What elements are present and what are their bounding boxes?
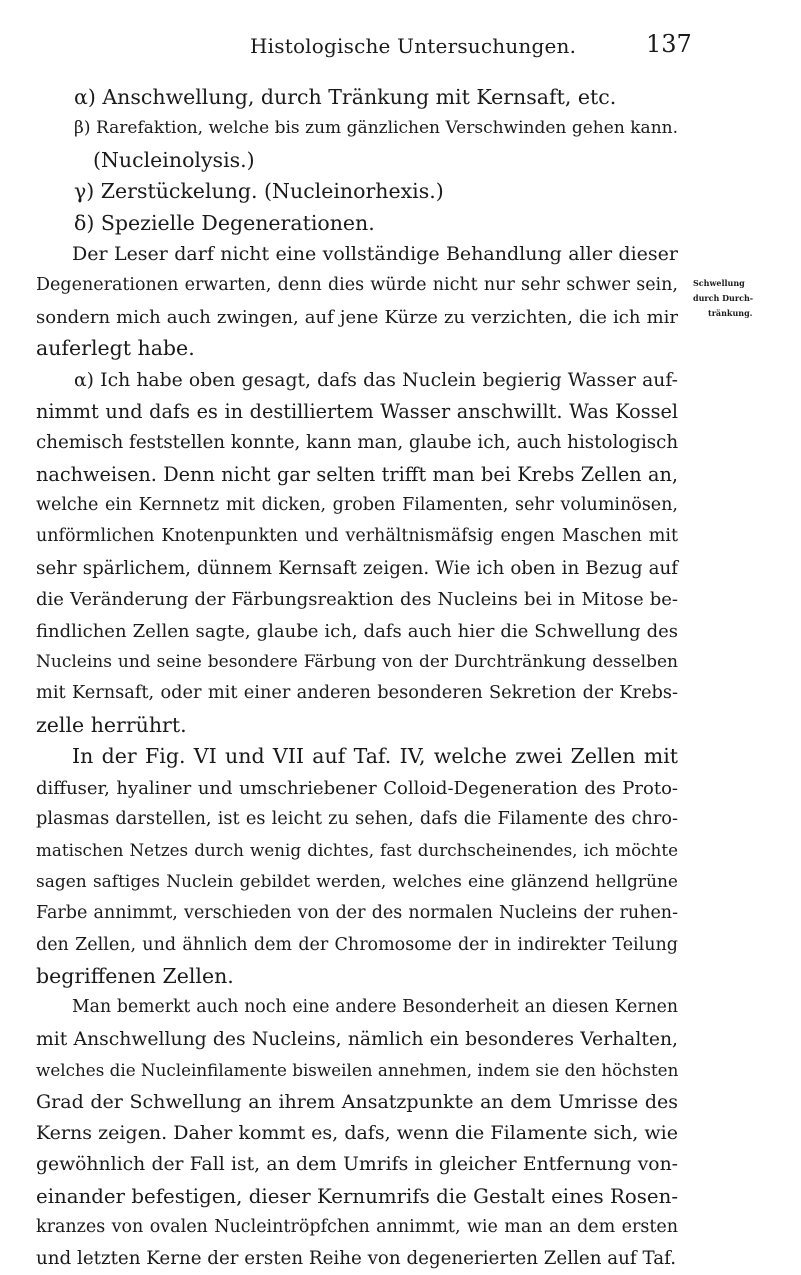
text-line: diffuser, hyaliner und umschriebener Colloid-Degeneration des Proto- (36, 777, 678, 799)
text-line: (Nucleinolysis.) (93, 147, 255, 172)
text-line: δ) Spezielle Degenerationen. (74, 210, 375, 235)
text-line: Man bemerkt auch noch eine andere Besonderheit an diesen Kernen (72, 997, 678, 1018)
text-line: welches die Nucleinfilamente bisweilen annehmen, indem sie den höchsten (36, 1060, 679, 1081)
text-line: matischen Netzes durch wenig dichtes, fast durchscheinendes, ich möchte (36, 840, 678, 861)
text-line: begriffenen Zellen. (36, 963, 234, 988)
text-line: plasmas darstellen, ist es leicht zu sehen, dafs die Filamente des chro- (36, 808, 678, 829)
text-line: mit Anschwellung des Nucleins, nämlich ein besonderes Verhalten, (36, 1028, 678, 1050)
text-line: unförmlichen Knotenpunkten und verhältnismäfsig engen Maschen mit (36, 526, 678, 547)
text-line: chemisch feststellen konnte, kann man, glaube ich, auch histologisch (36, 432, 679, 454)
text-line: welche ein Kernnetz mit dicken, groben Filamenten, sehr voluminösen, (36, 495, 678, 516)
text-line: Kerns zeigen. Daher kommt es, dafs, wenn die Filamente sich, wie (36, 1121, 678, 1144)
text-line: findlichen Zellen sagte, glaube ich, dafs auch hier die Schwellung des (36, 620, 678, 642)
text-line: Grad der Schwellung an ihrem Ansatzpunkte an dem Umrisse des (36, 1090, 678, 1113)
text-line: α) Anschwellung, durch Tränkung mit Kernsaft, etc. (74, 85, 617, 109)
text-line: einander befestigen, dieser Kernumrifs die Gestalt eines Rosen- (36, 1184, 678, 1208)
text-line: sehr spärlichem, dünnem Kernsaft zeigen. Wie ich oben in Bezug auf (36, 557, 678, 579)
text-line: mit Kernsaft, oder mit einer anderen besonderen Sekretion der Krebs- (36, 683, 678, 704)
margin-note-line: Schwellung (693, 278, 745, 288)
running-head: Histologische Untersuchungen. (250, 34, 577, 58)
text-line: sagen saftiges Nuclein gebildet werden, welches eine glänzend hellgrüne (36, 871, 678, 892)
margin-note-line: durch Durch- (693, 293, 754, 303)
margin-note (693, 276, 801, 321)
text-line: γ) Zerstückelung. (Nucleinorhexis.) (74, 179, 444, 204)
text-line: sondern mich auch zwingen, auf jene Kürze zu verzichten, die ich mir (36, 306, 678, 328)
text-line: Farbe annimmt, verschieden von der des normalen Nucleins der ruhen- (36, 903, 678, 924)
page-number: 137 (646, 30, 692, 58)
margin-note-line: tränkung. (708, 308, 753, 318)
text-line: Degenerationen erwarten, denn dies würde nicht nur sehr schwer sein, (36, 275, 678, 296)
text-line: α) Ich habe oben gesagt, dafs das Nuclein begierig Wasser auf- (74, 369, 678, 391)
text-line: den Zellen, und ähnlich dem der Chromosome der in indirekter Teilung (36, 934, 678, 955)
text-line: die Veränderung der Färbungsreaktion des Nucleins bei in Mitose be- (36, 589, 678, 611)
text-line: auferlegt habe. (36, 336, 195, 361)
body-text (36, 82, 678, 1275)
text-line: kranzes von ovalen Nucleintröpfchen annimmt, wie man an dem ersten (36, 1217, 678, 1238)
text-line: Nucleins und seine besondere Färbung von der Durchtränkung desselben (36, 652, 678, 673)
text-line: In der Fig. VI und VII auf Taf. IV, welche zwei Zellen mit (72, 744, 678, 769)
text-line: und letzten Kerne der ersten Reihe von degenerierten Zellen auf Taf. (36, 1248, 676, 1270)
text-line: nachweisen. Denn nicht gar selten trifft man bei Krebs Zellen an, (36, 462, 678, 486)
text-line: zelle herrührt. (36, 712, 187, 737)
text-line: β) Rarefaktion, welche bis zum gänzlichen Verschwinden gehen kann. (74, 118, 678, 139)
text-line: gewöhnlich der Fall ist, an dem Umrifs in gleicher Entfernung von- (36, 1154, 678, 1176)
text-line: Der Leser darf nicht eine vollständige Behandlung aller dieser (72, 242, 678, 265)
text-line: nimmt und dafs es in destilliertem Wasser anschwillt. Was Kossel (36, 399, 678, 423)
